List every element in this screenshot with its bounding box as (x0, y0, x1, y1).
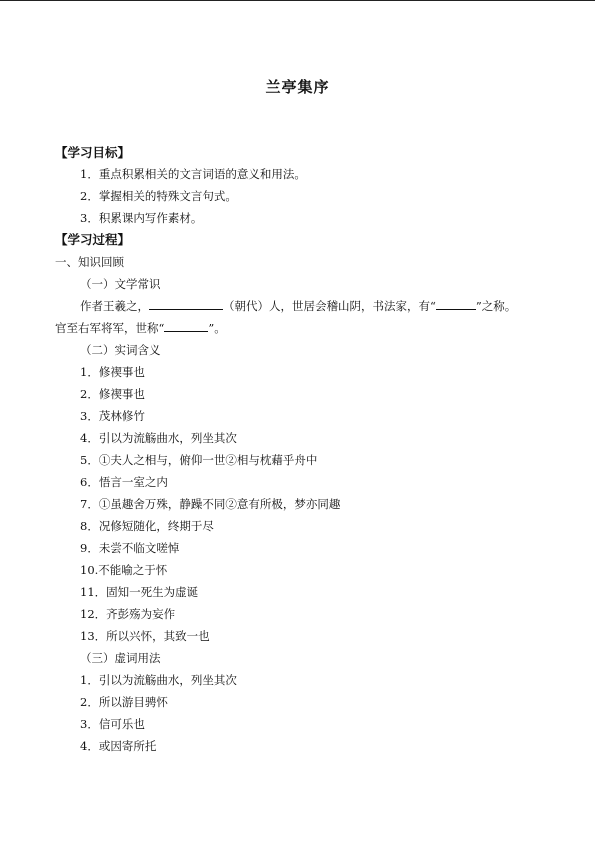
list-item: 5．①夫人之相与，俯仰一世②相与枕藉乎舟中 (80, 453, 318, 467)
list-item: 4．或因寄所托 (80, 739, 157, 753)
part-title: 一、知识回顾 (55, 255, 124, 269)
list-item: 13．所以兴怀，其致一也 (80, 629, 210, 643)
list-item: 3．茂林修竹 (80, 409, 145, 423)
paragraph-text: ”。 (208, 321, 226, 335)
goal-item: 1．重点积累相关的文言词语的意义和用法。 (80, 167, 306, 181)
list-item: 7．①虽趣舍万殊，静躁不同②意有所极，梦亦同趣 (80, 497, 341, 511)
top-rule (0, 0, 595, 1)
list-item: 6．悟言一室之内 (80, 475, 168, 489)
paragraph-text: 作者王羲之， (80, 299, 149, 313)
paragraph-text: ”之称。 (475, 299, 517, 313)
honorific-blank[interactable] (164, 321, 208, 332)
dynasty-blank[interactable] (149, 299, 223, 310)
list-item: 1．修禊事也 (80, 365, 145, 379)
list-item: 4．引以为流觞曲水，列坐其次 (80, 431, 237, 445)
page-title: 兰亭集序 (265, 78, 330, 96)
list-item: 3．信可乐也 (80, 717, 145, 731)
list-item: 1．引以为流觞曲水，列坐其次 (80, 673, 237, 687)
literary-common-sense-paragraph (80, 299, 516, 313)
list-item: 2．修禊事也 (80, 387, 145, 401)
subsection-title: （一）文学常识 (80, 277, 161, 291)
literary-common-sense-paragraph-cont (55, 321, 226, 335)
paragraph-text: （朝代）人，世居会稽山阴，书法家，有“ (223, 299, 436, 313)
subsection-title: （二）实词含义 (80, 343, 161, 357)
goal-item: 3．积累课内写作素材。 (80, 211, 203, 225)
list-item: 12．齐彭殇为妄作 (80, 607, 176, 621)
process-heading: 【学习过程】 (55, 232, 131, 247)
list-item: 8．况修短随化，终期于尽 (80, 519, 214, 533)
list-item: 11．固知一死生为虚诞 (80, 585, 199, 599)
goals-heading: 【学习目标】 (55, 145, 131, 160)
title-blank[interactable] (436, 299, 476, 310)
list-item: 9．未尝不临文嗟悼 (80, 541, 180, 555)
goal-item: 2．掌握相关的特殊文言句式。 (80, 189, 237, 203)
subsection-title: （三）虚词用法 (80, 651, 161, 665)
list-item: 10.不能喻之于怀 (80, 563, 168, 577)
paragraph-text: 官至右军将军，世称“ (55, 321, 165, 335)
list-item: 2．所以游目骋怀 (80, 695, 168, 709)
